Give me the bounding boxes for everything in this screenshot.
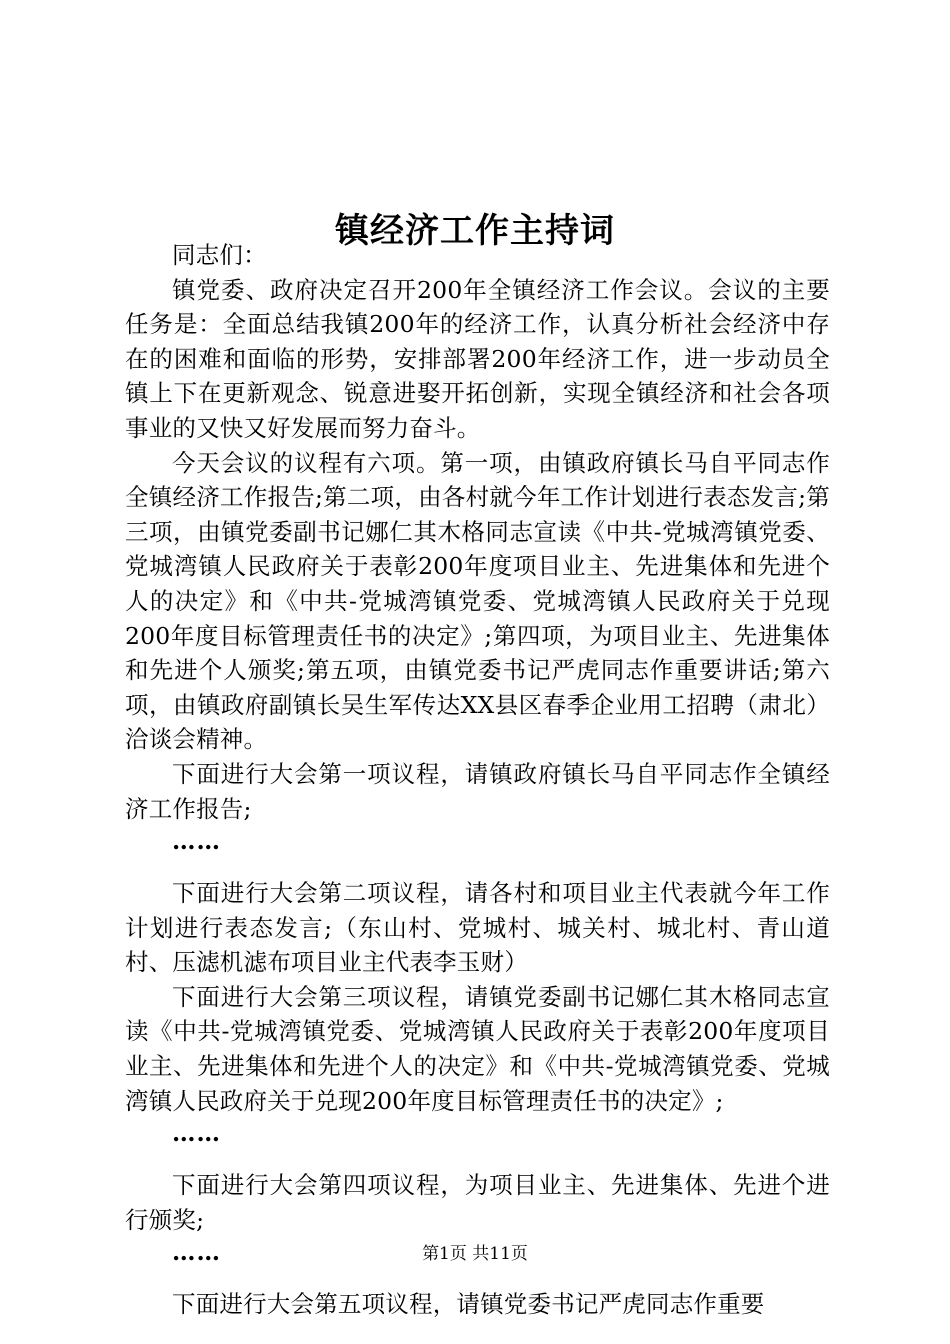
salutation: 同志们： xyxy=(172,241,267,269)
document-title: 镇经济工作主持词 xyxy=(335,210,615,251)
paragraph-item-5: 下面进行大会第五项议程，请镇党委书记严虎同志作重要 xyxy=(172,1290,765,1319)
document-body xyxy=(125,238,830,1322)
paragraph-agenda: 今天会议的议程有六项。第一项，由镇政府镇长马自平同志作全镇经济工作报告;第二项，由各村就今年工作计划进行表态发言;第三项，由镇党委副书记娜仁其木格同志宣读《中共-党城湾镇党委、党城湾镇人民政府关于表彰200年度项目业主、先进集体和先进个人的决定》和《中共-党城湾镇党委、党城湾镇人民政府关于兑现200年度目标管理责任书的决定》;第四项，为项目业主、先进集体和先进个人颁奖;第五项，由镇党委书记严虎同志作重要讲话;第六项，由镇政府副镇长吴生军传达XX县区春季企业用工招聘（肃北）洽谈会精神。 xyxy=(125,448,830,754)
paragraph-intro: 镇党委、政府决定召开200年全镇经济工作会议。会议的主要任务是：全面总结我镇200年的经济工作，认真分析社会经济中存在的困难和面临的形势，安排部署200年经济工作，进一步动员全镇上下在更新观念、锐意进娶开拓创新，实现全镇经济和社会各项事业的又快又好发展而努力奋斗。 xyxy=(125,275,830,442)
paragraph-item-1: 下面进行大会第一项议程，请镇政府镇长马自平同志作全镇经济工作报告; xyxy=(125,759,830,823)
page-number-footer: 第1页 共11页 xyxy=(422,1244,528,1264)
ellipsis-2: …… xyxy=(172,1119,221,1148)
paragraph-item-3: 下面进行大会第三项议程，请镇党委副书记娜仁其木格同志宣读《中共-党城湾镇党委、党城湾镇人民政府关于表彰200年度项目业主、先进集体和先进个人的决定》和《中共-党城湾镇党委、党城湾镇人民政府关于兑现200年度目标管理责任书的决定》; xyxy=(125,982,830,1115)
paragraph-item-4: 下面进行大会第四项议程，为项目业主、先进集体、先进个进行颁奖; xyxy=(125,1171,830,1234)
ellipsis-3: …… xyxy=(172,1238,221,1267)
paragraph-item-2: 下面进行大会第二项议程，请各村和项目业主代表就今年工作计划进行表态发言;（东山村、党城村、城关村、城北村、青山道村、压滤机滤布项目业主代表李玉财） xyxy=(125,879,830,977)
ellipsis-1: …… xyxy=(172,827,221,856)
